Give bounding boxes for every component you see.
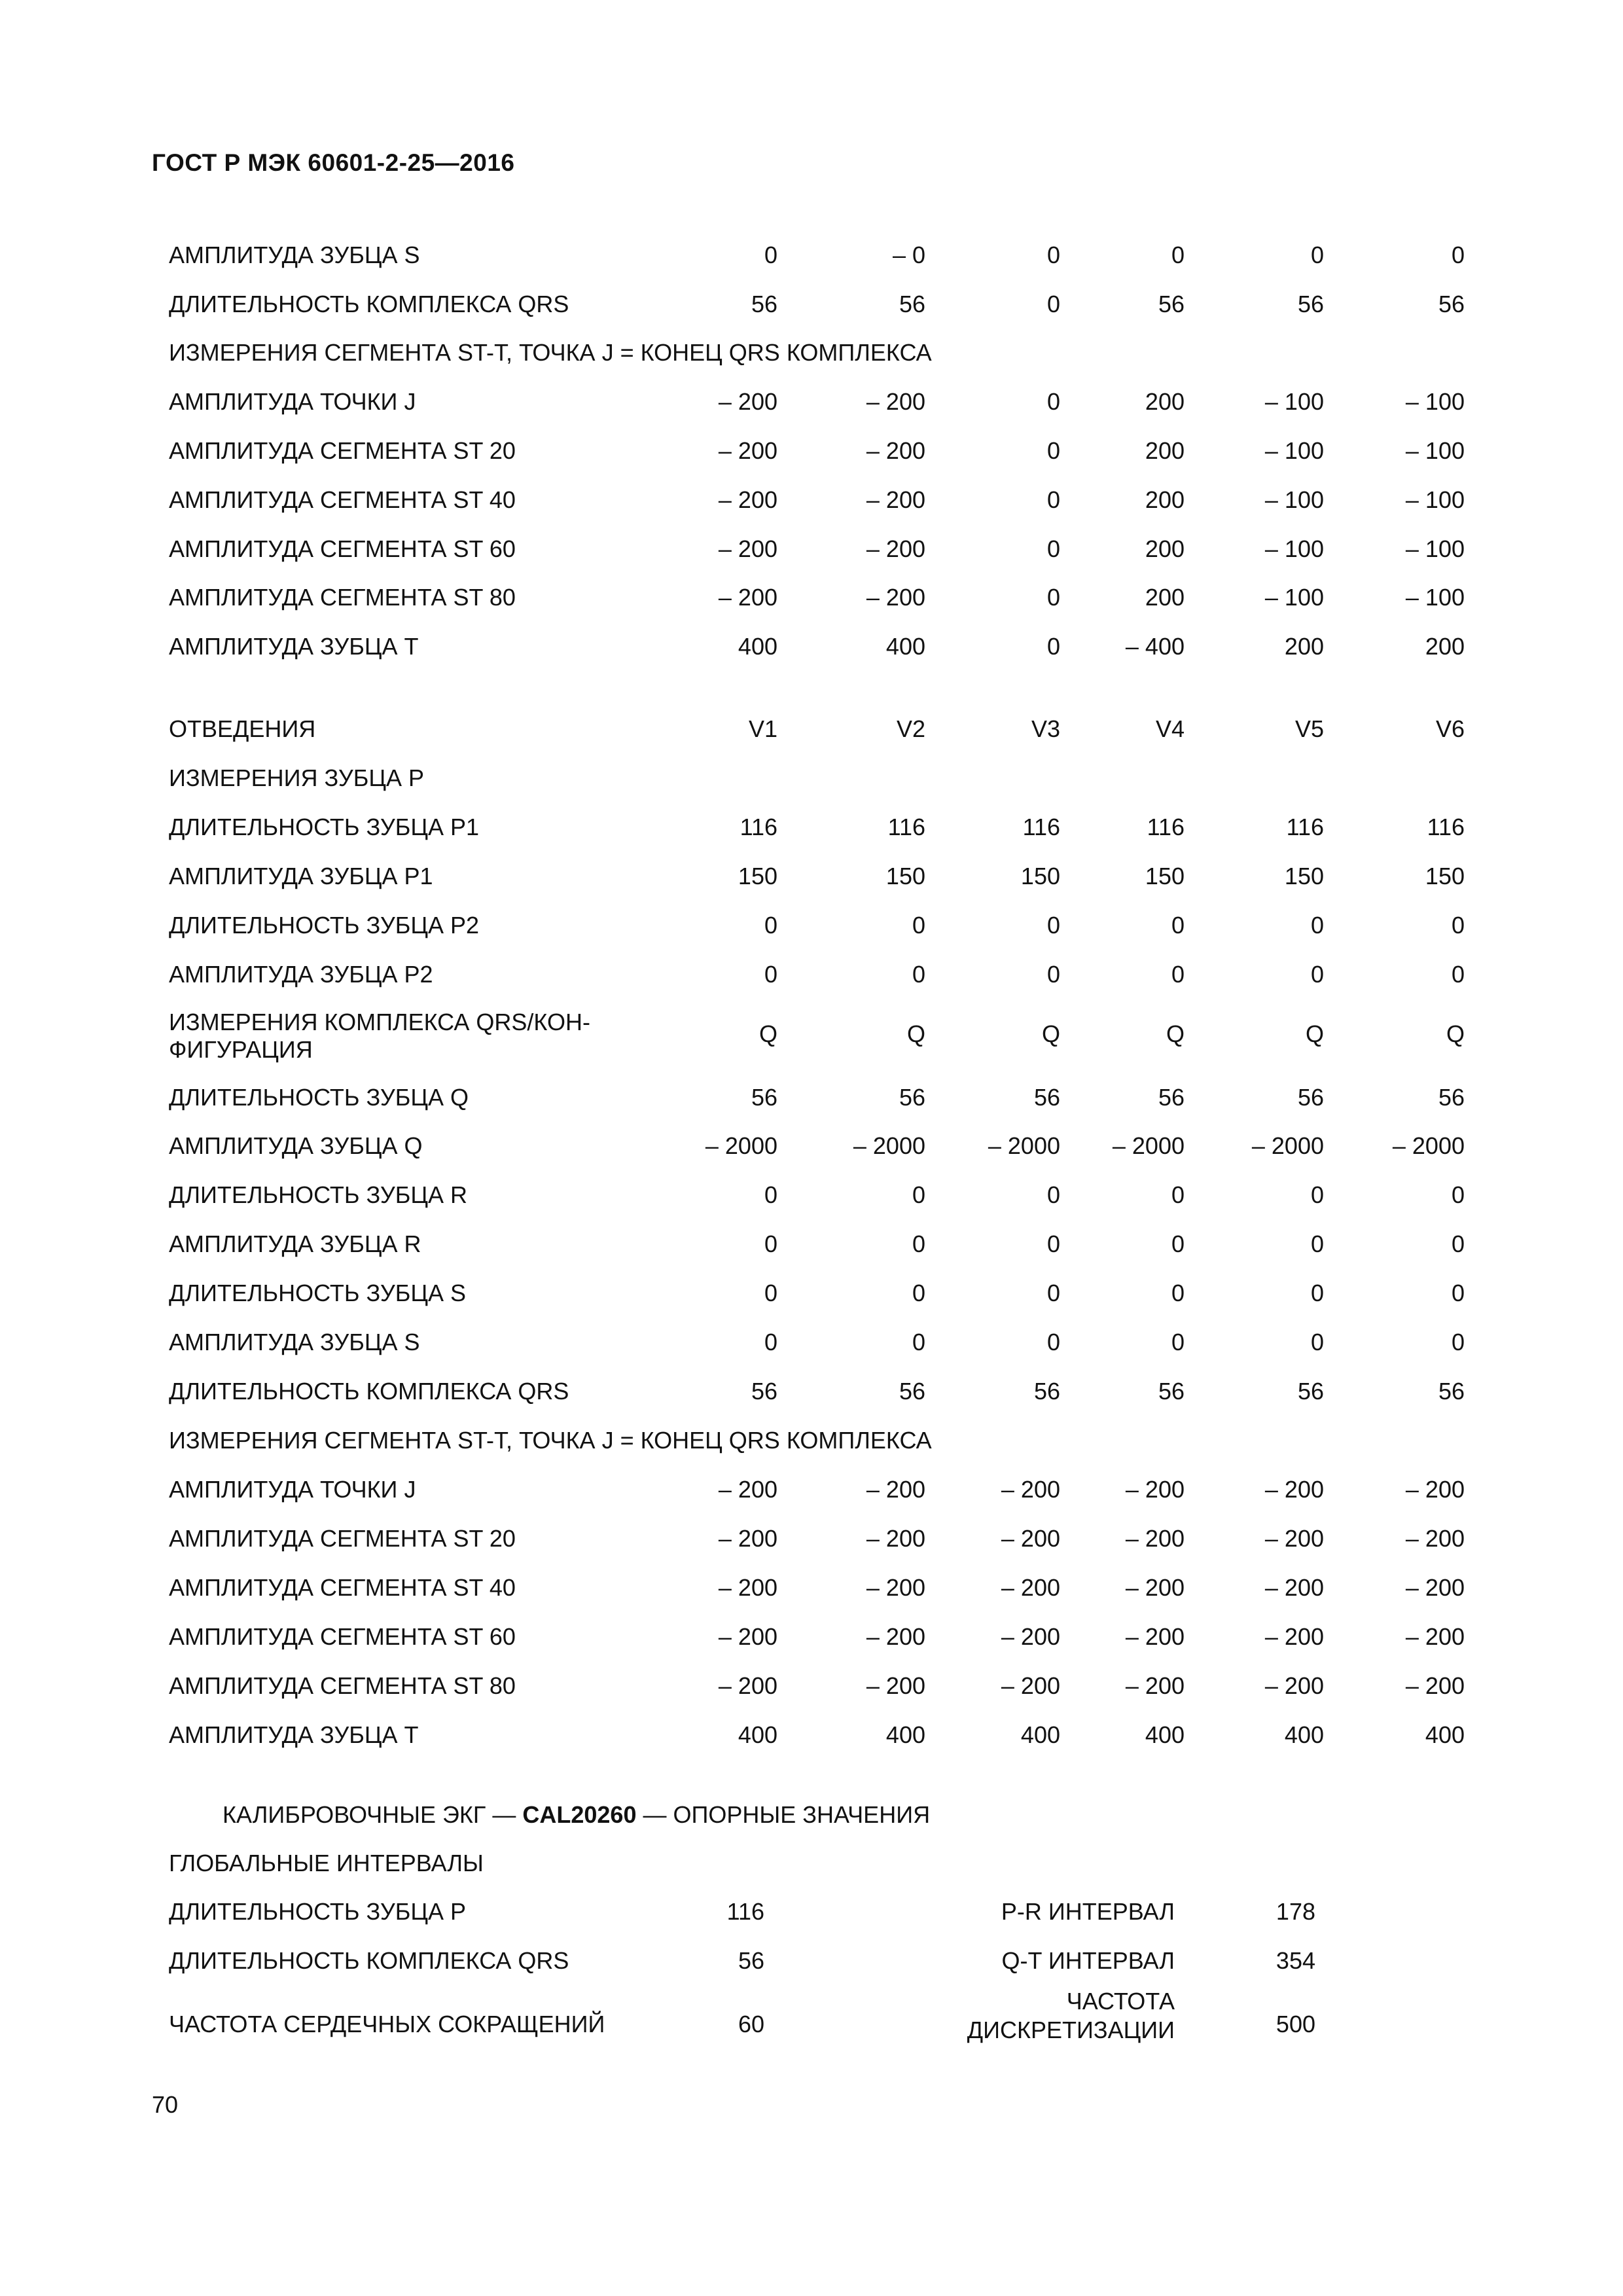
cell-value: 0 <box>1451 912 1465 939</box>
table-row <box>169 804 1478 852</box>
cell-value: – 100 <box>1264 584 1324 611</box>
row-label: АМПЛИТУДА ЗУБЦА S <box>169 1329 420 1355</box>
cell-value: 0 <box>1310 961 1324 988</box>
cell-value: 150 <box>885 863 925 889</box>
cell-value: – 200 <box>718 1574 777 1601</box>
table-row <box>169 903 1478 950</box>
cell-value: 400 <box>1020 1721 1060 1748</box>
cell-value: – 2000 <box>1112 1132 1185 1159</box>
row-label: ДЛИТЕЛЬНОСТЬ КОМПЛЕКСА QRS <box>169 1378 569 1405</box>
cell-value: 200 <box>1145 437 1185 464</box>
cell-value: – 200 <box>866 1525 925 1552</box>
table-row <box>169 1712 1478 1759</box>
cell-value: – 200 <box>866 1672 925 1699</box>
cell-value: 0 <box>1171 1329 1185 1355</box>
cell-value: 56 <box>1033 1378 1060 1405</box>
cell-value: Q <box>1166 1020 1185 1047</box>
cell-value: – 200 <box>1001 1672 1060 1699</box>
table-row <box>169 624 1478 671</box>
cell-value: 56 <box>899 1378 925 1405</box>
cell-value: 0 <box>1046 486 1060 513</box>
cell-value: 150 <box>1425 863 1465 889</box>
cell-value: – 100 <box>1405 584 1465 611</box>
table-row <box>169 1123 1478 1170</box>
table-row <box>169 1418 1478 1465</box>
row-label: АМПЛИТУДА СЕГМЕНТА ST 80 <box>169 1672 516 1699</box>
cal-value-qrs-duration: 56 <box>738 1947 764 1974</box>
cell-value: – 200 <box>1405 1672 1465 1699</box>
cell-value: 0 <box>1310 1280 1324 1306</box>
cal-value-heart-rate: 60 <box>738 2011 764 2037</box>
cell-value: – 100 <box>1405 535 1465 562</box>
cell-value: 56 <box>1297 291 1324 317</box>
cell-value: – 2000 <box>705 1132 777 1159</box>
cell-value: V3 <box>1031 715 1060 742</box>
cell-value: 0 <box>1171 1230 1185 1257</box>
row-label: АМПЛИТУДА СЕГМЕНТА ST 40 <box>169 1574 516 1601</box>
cell-value: 56 <box>1438 291 1465 317</box>
cell-value: 0 <box>1310 1230 1324 1257</box>
cell-value: – 100 <box>1264 486 1324 513</box>
cell-value: – 2000 <box>853 1132 925 1159</box>
cell-value: 0 <box>1046 388 1060 415</box>
table-row <box>169 1009 1478 1063</box>
cell-value: – 200 <box>1125 1574 1185 1601</box>
cell-value: 116 <box>1022 814 1060 840</box>
cell-value: 116 <box>740 814 777 840</box>
cell-value: – 200 <box>718 437 777 464</box>
row-label: АМПЛИТУДА ЗУБЦА P1 <box>169 863 433 889</box>
cell-value: 0 <box>1451 242 1465 268</box>
cell-value: – 200 <box>1405 1574 1465 1601</box>
cell-value: – 200 <box>1264 1476 1324 1503</box>
cell-value: 56 <box>1297 1084 1324 1111</box>
table-row <box>169 1516 1478 1563</box>
cell-value: 0 <box>1046 1329 1060 1355</box>
cal-label-sampling-rate: ЧАСТОТА ДИСКРЕТИЗАЦИИ <box>967 1988 1175 2043</box>
cell-value: 400 <box>738 633 777 660</box>
cell-value: 116 <box>1286 814 1324 840</box>
row-label: ДЛИТЕЛЬНОСТЬ ЗУБЦА R <box>169 1181 468 1208</box>
cell-value: Q <box>758 1020 777 1047</box>
cell-value: V2 <box>896 715 925 742</box>
cell-value: – 200 <box>718 1476 777 1503</box>
table-row <box>169 1270 1478 1318</box>
cell-value: 150 <box>1020 863 1060 889</box>
cal-label-qrs-duration: ДЛИТЕЛЬНОСТЬ КОМПЛЕКСА QRS <box>169 1947 569 1974</box>
table-row <box>169 706 1478 753</box>
cell-value: 56 <box>1297 1378 1324 1405</box>
cell-value: 0 <box>912 1230 925 1257</box>
cell-value: 56 <box>1438 1084 1465 1111</box>
cell-value: – 200 <box>1125 1525 1185 1552</box>
cell-value: 116 <box>887 814 925 840</box>
cell-value: 0 <box>1046 1280 1060 1306</box>
row-label: ОТВЕДЕНИЯ <box>169 715 316 742</box>
row-label: АМПЛИТУДА СЕГМЕНТА ST 60 <box>169 1623 516 1650</box>
cell-value: – 100 <box>1264 535 1324 562</box>
cell-value: – 200 <box>1264 1623 1324 1650</box>
cell-value: – 100 <box>1264 437 1324 464</box>
cell-value: 0 <box>764 242 777 268</box>
cell-value: 0 <box>764 1329 777 1355</box>
cell-value: 400 <box>1145 1721 1185 1748</box>
cell-value: – 100 <box>1264 388 1324 415</box>
cell-value: 0 <box>912 1329 925 1355</box>
cell-value: – 200 <box>718 388 777 415</box>
cell-value: 0 <box>1046 961 1060 988</box>
cell-value: – 200 <box>1125 1476 1185 1503</box>
cell-value: 0 <box>1310 1181 1324 1208</box>
cell-value: Q <box>1305 1020 1324 1047</box>
cell-value: – 200 <box>1405 1525 1465 1552</box>
cell-value: 0 <box>1046 1181 1060 1208</box>
table-row <box>169 477 1478 524</box>
cell-value: – 200 <box>718 1623 777 1650</box>
cell-value: 0 <box>764 1181 777 1208</box>
row-label: ДЛИТЕЛЬНОСТЬ ЗУБЦА P2 <box>169 912 480 939</box>
cell-value: 200 <box>1145 535 1185 562</box>
cell-value: V1 <box>748 715 777 742</box>
cell-value: 0 <box>1171 1181 1185 1208</box>
row-label: ДЛИТЕЛЬНОСТЬ КОМПЛЕКСА QRS <box>169 291 569 317</box>
row-label: АМПЛИТУДА ЗУБЦА Q <box>169 1132 423 1159</box>
cell-value: – 200 <box>866 1623 925 1650</box>
cell-value: 0 <box>1171 1280 1185 1306</box>
table-row <box>169 952 1478 999</box>
cell-value: – 200 <box>1001 1623 1060 1650</box>
row-label: ИЗМЕРЕНИЯ СЕГМЕНТА ST-T, ТОЧКА J = КОНЕЦ QRS КОМПЛЕКСА <box>169 1427 932 1454</box>
cell-value: 116 <box>1147 814 1185 840</box>
cell-value: – 200 <box>1125 1623 1185 1650</box>
table-row <box>169 1369 1478 1416</box>
table-row <box>169 1221 1478 1268</box>
cell-value: 400 <box>885 633 925 660</box>
cell-value: Q <box>906 1020 925 1047</box>
cell-value: – 200 <box>866 437 925 464</box>
table-row <box>169 281 1478 329</box>
cell-value: 0 <box>912 912 925 939</box>
row-label: АМПЛИТУДА ТОЧКИ J <box>169 388 416 415</box>
table-row <box>169 232 1478 279</box>
cell-value: – 100 <box>1405 388 1465 415</box>
cell-value: V6 <box>1435 715 1465 742</box>
cell-value: V4 <box>1155 715 1185 742</box>
row-label: АМПЛИТУДА ЗУБЦА P2 <box>169 961 433 988</box>
cell-value: 0 <box>912 961 925 988</box>
cell-value: – 200 <box>866 1574 925 1601</box>
cell-value: – 200 <box>1001 1525 1060 1552</box>
cell-value: 0 <box>1310 242 1324 268</box>
cell-value: 400 <box>1284 1721 1324 1748</box>
cell-value: – 2000 <box>988 1132 1060 1159</box>
cell-value: – 200 <box>718 1525 777 1552</box>
cell-value: 400 <box>1425 1721 1465 1748</box>
page-number: 70 <box>152 2091 179 2118</box>
row-label: ДЛИТЕЛЬНОСТЬ ЗУБЦА P1 <box>169 814 480 840</box>
cell-value: – 400 <box>1125 633 1185 660</box>
cell-value: – 200 <box>718 535 777 562</box>
table-row <box>169 1565 1478 1612</box>
cell-value: 0 <box>1046 912 1060 939</box>
cal-label-heart-rate: ЧАСТОТА СЕРДЕЧНЫХ СОКРАЩЕНИЙ <box>169 2011 605 2037</box>
cell-value: 56 <box>751 1084 777 1111</box>
row-label: ИЗМЕРЕНИЯ ЗУБЦА P <box>169 764 425 791</box>
cell-value: 0 <box>1451 1329 1465 1355</box>
cell-value: 56 <box>1158 291 1185 317</box>
row-label: АМПЛИТУДА ЗУБЦА R <box>169 1230 421 1257</box>
cal-label-p-duration: ДЛИТЕЛЬНОСТЬ ЗУБЦА P <box>169 1898 467 1925</box>
cell-value: 0 <box>764 1230 777 1257</box>
row-label: ИЗМЕРЕНИЯ КОМПЛЕКСА QRS/КОН- ФИГУРАЦИЯ <box>169 1009 590 1063</box>
cal-value-pr-interval: 178 <box>1275 1898 1315 1925</box>
cell-value: 0 <box>1046 633 1060 660</box>
cell-value: 0 <box>764 1280 777 1306</box>
table-row <box>169 853 1478 901</box>
cell-value: 150 <box>1284 863 1324 889</box>
table-row <box>169 1319 1478 1367</box>
row-label: АМПЛИТУДА СЕГМЕНТА ST 20 <box>169 1525 516 1552</box>
cell-value: – 2000 <box>1251 1132 1324 1159</box>
cell-value: 0 <box>1451 961 1465 988</box>
row-label: АМПЛИТУДА ЗУБЦА T <box>169 633 419 660</box>
cell-value: 56 <box>751 1378 777 1405</box>
cell-value: – 200 <box>866 1476 925 1503</box>
row-label: ИЗМЕРЕНИЯ СЕГМЕНТА ST-T, ТОЧКА J = КОНЕЦ QRS КОМПЛЕКСА <box>169 339 932 366</box>
table-row <box>169 1663 1478 1710</box>
cell-value: 200 <box>1145 388 1185 415</box>
cal-label-pr-interval: P-R ИНТЕРВАЛ <box>1001 1898 1175 1925</box>
cell-value: – 200 <box>718 486 777 513</box>
table-row <box>169 1467 1478 1514</box>
table-row <box>169 755 1478 802</box>
cell-value: Q <box>1041 1020 1060 1047</box>
cell-value: 0 <box>1451 1280 1465 1306</box>
cell-value: 400 <box>885 1721 925 1748</box>
cell-value: – 0 <box>892 242 925 268</box>
cell-value: – 200 <box>866 388 925 415</box>
table-row <box>169 428 1478 475</box>
table-row <box>169 1172 1478 1219</box>
cell-value: 0 <box>1046 1230 1060 1257</box>
row-label: АМПЛИТУДА СЕГМЕНТА ST 60 <box>169 535 516 562</box>
global-intervals-heading: ГЛОБАЛЬНЫЕ ИНТЕРВАЛЫ <box>169 1850 484 1876</box>
document-header: ГОСТ Р МЭК 60601-2-25—2016 <box>152 149 515 176</box>
cell-value: – 200 <box>1405 1476 1465 1503</box>
table-row <box>169 379 1478 426</box>
cell-value: 0 <box>1171 912 1185 939</box>
cell-value: – 2000 <box>1392 1132 1465 1159</box>
cell-value: 56 <box>899 291 925 317</box>
cell-value: 200 <box>1425 633 1465 660</box>
cell-value: 0 <box>1310 912 1324 939</box>
cell-value: 0 <box>1046 535 1060 562</box>
cell-value: – 200 <box>866 486 925 513</box>
table-row <box>169 575 1478 622</box>
cell-value: 200 <box>1145 486 1185 513</box>
row-label: АМПЛИТУДА СЕГМЕНТА ST 80 <box>169 584 516 611</box>
cell-value: 56 <box>751 291 777 317</box>
calibration-title: КАЛИБРОВОЧНЫЕ ЭКГ — CAL20260 — ОПОРНЫЕ ЗНАЧЕНИЯ <box>223 1801 931 1828</box>
row-label: АМПЛИТУДА ЗУБЦА T <box>169 1721 419 1748</box>
cell-value: 0 <box>764 912 777 939</box>
cell-value: 0 <box>1046 242 1060 268</box>
cell-value: 150 <box>1145 863 1185 889</box>
cell-value: – 200 <box>866 584 925 611</box>
cell-value: 0 <box>1046 291 1060 317</box>
cell-value: 0 <box>1171 242 1185 268</box>
cell-value: 56 <box>899 1084 925 1111</box>
cal-value-sampling-rate: 500 <box>1275 2011 1315 2037</box>
row-label: АМПЛИТУДА ЗУБЦА S <box>169 242 420 268</box>
cell-value: 150 <box>738 863 777 889</box>
cell-value: 0 <box>912 1181 925 1208</box>
cell-value: 0 <box>912 1280 925 1306</box>
row-label: ДЛИТЕЛЬНОСТЬ ЗУБЦА Q <box>169 1084 469 1111</box>
cell-value: 0 <box>1451 1230 1465 1257</box>
cal-label-qt-interval: Q-T ИНТЕРВАЛ <box>1001 1947 1175 1974</box>
cell-value: – 200 <box>718 584 777 611</box>
cell-value: 0 <box>1046 437 1060 464</box>
cell-value: – 200 <box>718 1672 777 1699</box>
row-label: АМПЛИТУДА СЕГМЕНТА ST 40 <box>169 486 516 513</box>
table-row <box>169 526 1478 573</box>
row-label: АМПЛИТУДА СЕГМЕНТА ST 20 <box>169 437 516 464</box>
cell-value: 56 <box>1438 1378 1465 1405</box>
cal-value-p-duration: 116 <box>726 1898 764 1925</box>
cal-value-qt-interval: 354 <box>1275 1947 1315 1974</box>
cell-value: 56 <box>1033 1084 1060 1111</box>
cell-value: 0 <box>1046 584 1060 611</box>
row-label: АМПЛИТУДА ТОЧКИ J <box>169 1476 416 1503</box>
cell-value: – 200 <box>1001 1476 1060 1503</box>
cell-value: 116 <box>1427 814 1465 840</box>
cell-value: Q <box>1446 1020 1465 1047</box>
cell-value: – 200 <box>1125 1672 1185 1699</box>
cell-value: 200 <box>1284 633 1324 660</box>
cell-value: – 200 <box>1001 1574 1060 1601</box>
cell-value: 400 <box>738 1721 777 1748</box>
cell-value: – 100 <box>1405 437 1465 464</box>
cell-value: – 200 <box>866 535 925 562</box>
row-label: ДЛИТЕЛЬНОСТЬ ЗУБЦА S <box>169 1280 467 1306</box>
cell-value: 0 <box>1171 961 1185 988</box>
table-row <box>169 1075 1478 1122</box>
cell-value: 56 <box>1158 1084 1185 1111</box>
cell-value: – 200 <box>1264 1672 1324 1699</box>
cell-value: – 200 <box>1264 1574 1324 1601</box>
table-row <box>169 1614 1478 1661</box>
cell-value: 200 <box>1145 584 1185 611</box>
cell-value: 56 <box>1158 1378 1185 1405</box>
cell-value: – 100 <box>1405 486 1465 513</box>
cell-value: – 200 <box>1405 1623 1465 1650</box>
cell-value: 0 <box>1451 1181 1465 1208</box>
cell-value: – 200 <box>1264 1525 1324 1552</box>
cell-value: 0 <box>1310 1329 1324 1355</box>
cell-value: V5 <box>1294 715 1324 742</box>
cell-value: 0 <box>764 961 777 988</box>
table-row <box>169 330 1478 377</box>
